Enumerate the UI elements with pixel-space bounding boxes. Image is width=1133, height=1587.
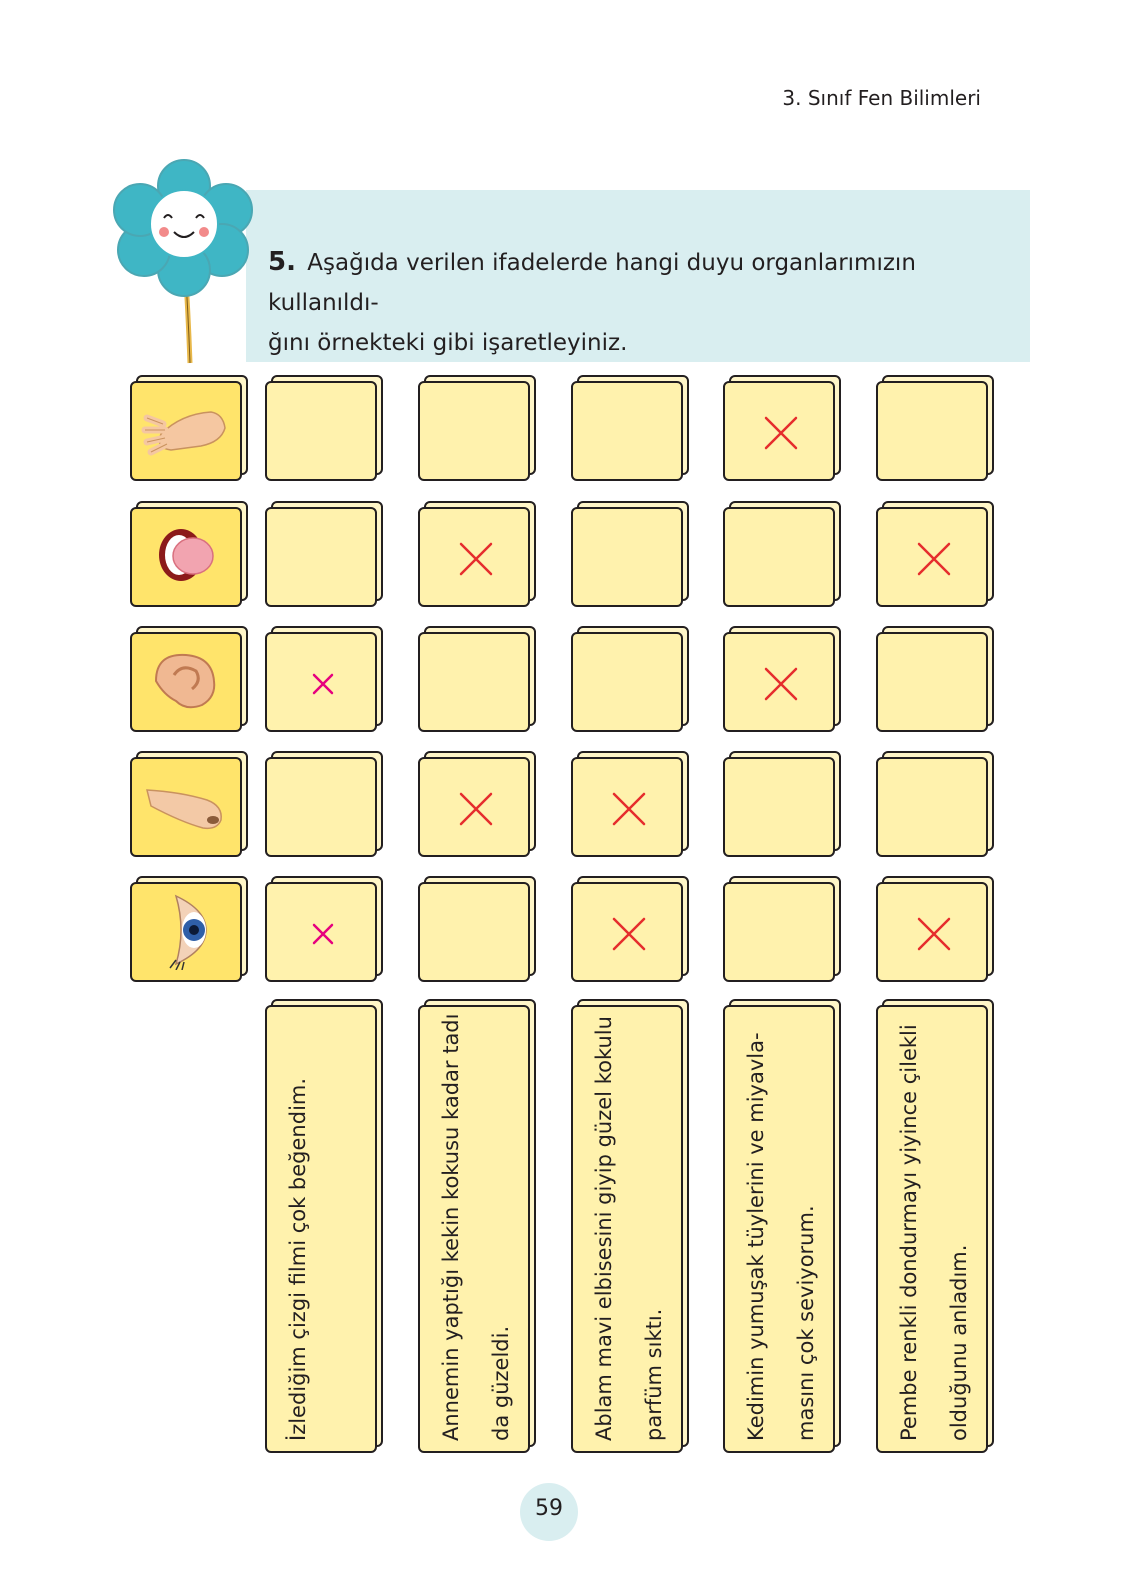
cross-mark-icon [917,917,951,955]
answer-cell[interactable] [723,882,835,982]
tongue-icon [151,520,221,594]
answer-cell[interactable] [876,632,988,732]
answer-cell[interactable] [265,507,377,607]
answer-cell[interactable] [571,757,683,857]
answer-cell[interactable] [723,632,835,732]
organ-card [130,507,242,607]
statement-card [876,1005,988,1453]
answer-cell[interactable] [418,757,530,857]
statement-line-2: olduğunu anladım. [947,1244,971,1441]
statement-card [723,1005,835,1453]
organ-card [130,381,242,481]
organ-card [130,632,242,732]
hand-icon [141,394,231,468]
organ-card [130,882,242,982]
cross-mark-icon [612,917,646,955]
cross-mark-icon [917,542,951,580]
statement-text [273,1021,323,1441]
question-line-2: ğını örnekteki gibi işaretleyiniz. [268,330,628,356]
statement-text [884,1021,984,1441]
question-text [268,242,1020,363]
answer-cell[interactable] [418,882,530,982]
answer-cell[interactable] [571,381,683,481]
answer-cell[interactable] [876,507,988,607]
page-number: 59 [535,1496,563,1521]
cross-mark-icon [459,542,493,580]
cross-mark-icon [459,792,493,830]
nose-icon [141,770,231,844]
statement-line-2: parfüm sıktı. [642,1308,666,1441]
statement-card [571,1005,683,1453]
flower-mascot-icon [104,158,264,368]
statement-card [265,1005,377,1453]
cross-mark-icon [764,667,798,705]
answer-cell[interactable] [265,632,377,732]
answer-cell[interactable] [571,507,683,607]
question-number: 5. [268,247,296,277]
statement-line-2: da güzeldi. [489,1325,513,1441]
answer-cell[interactable] [723,757,835,857]
statement-text [579,1016,679,1441]
statement-line-2: masını çok seviyorum. [794,1205,818,1441]
answer-cell[interactable] [723,507,835,607]
statement-line-1: İzlediğim çizgi filmi çok beğendim. [286,1077,310,1441]
cross-mark-icon [612,792,646,830]
question-line-1: Aşağıda verilen ifadelerde hangi duyu organlarımızın kullanıldı- [268,250,916,316]
answer-cell[interactable] [265,882,377,982]
statement-text [731,1021,831,1441]
statement-line-1: Kedimin yumuşak tüylerini ve miyavla- [744,1032,768,1441]
ear-icon [146,645,226,719]
statement-card [418,1005,530,1453]
answer-cell[interactable] [418,507,530,607]
statement-line-1: Ablam mavi elbisesini giyip güzel kokulu [592,1016,616,1441]
cross-mark-icon [312,673,334,699]
answer-cell[interactable] [418,381,530,481]
organ-card [130,757,242,857]
answer-cell[interactable] [571,632,683,732]
cross-mark-icon [312,923,334,949]
answer-cell[interactable] [876,381,988,481]
statement-line-1: Pembe renkli dondurmayı yiyince çilekli [897,1024,921,1441]
answer-cell[interactable] [571,882,683,982]
answer-cell[interactable] [876,882,988,982]
answer-cell[interactable] [876,757,988,857]
header-title: 3. Sınıf Fen Bilimleri [782,86,981,110]
answer-cell[interactable] [265,381,377,481]
statement-line-1: Annemin yaptığı kekin kokusu kadar tadı [439,1013,463,1441]
answer-cell[interactable] [723,381,835,481]
answer-cell[interactable] [265,757,377,857]
eye-icon [156,890,216,974]
answer-cell[interactable] [418,632,530,732]
statement-text [426,1013,526,1441]
cross-mark-icon [764,416,798,454]
